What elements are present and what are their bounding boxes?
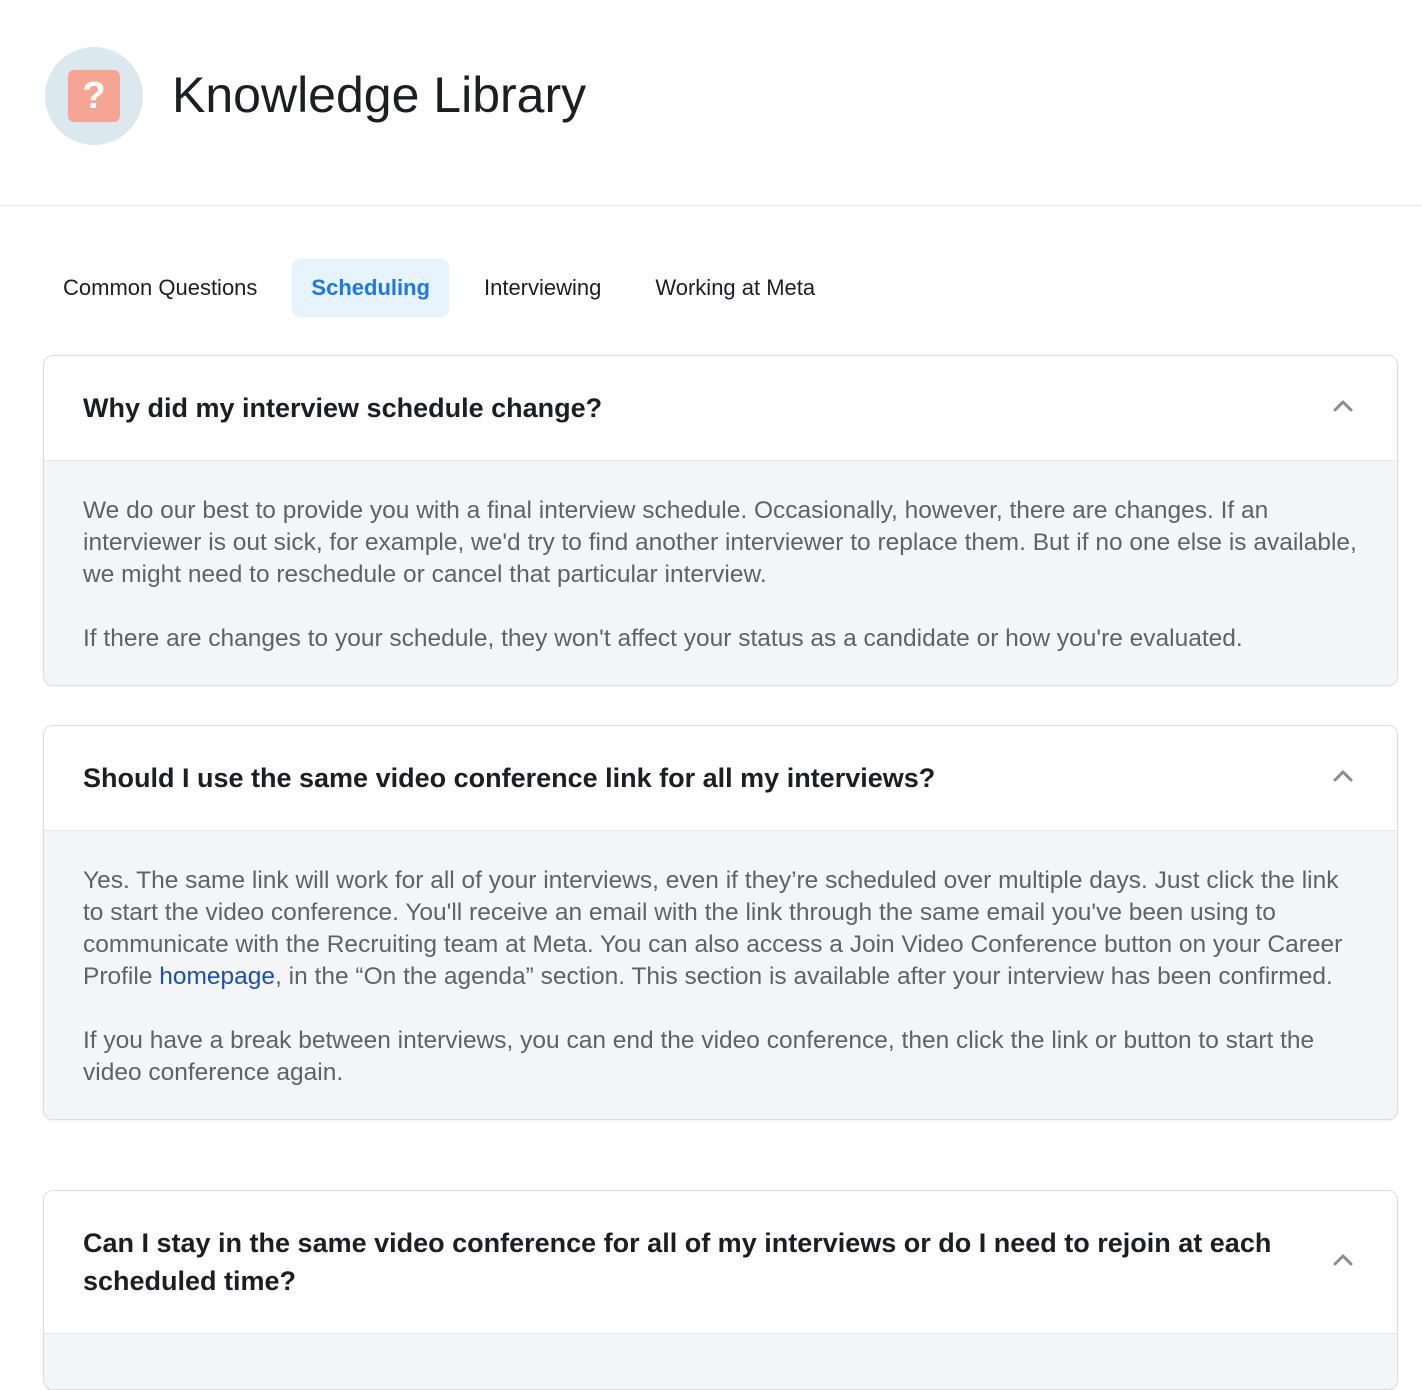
faq-answer-text: Yes. The same link will work for all of your interviews, even if they’re scheduled over multiple days. Just click the link to start the video conference. You'll receive an email with the link through the same email you've been using to communicate with the Recruiting team at Meta. You can also access a Join Video Conference button on your Career Profile [83,867,1343,990]
faq-answer-paragraph: We do our best to provide you with a final interview schedule. Occasionally, however, there are changes. If an interviewer is out sick, for example, we'd try to find another interviewer to replace them. But if no one else is available, we might need to reschedule or cancel that particular interview. [83,497,1357,588]
faq-question-header[interactable] [44,356,1397,461]
tab-scheduling[interactable]: Scheduling [292,259,449,317]
category-tabs [44,259,850,317]
tab-interviewing[interactable]: Interviewing [483,275,602,300]
chevron-up-icon[interactable] [1331,394,1355,418]
tab-common-questions[interactable]: Common Questions [63,275,258,300]
faq-item [43,355,1398,686]
faq-answer [44,1334,1397,1390]
faq-item [43,725,1398,1120]
faq-question: Should I use the same video conference link for all my interviews? [83,763,936,793]
chevron-up-icon[interactable] [1331,1248,1355,1272]
homepage-link[interactable]: homepage [159,963,276,990]
page-header [0,0,1422,206]
faq-question: Can I stay in the same video conference for all of my interviews or do I need to rejoin at each scheduled time? [83,1228,1272,1296]
logo [45,47,143,145]
faq-answer-paragraph: If there are changes to your schedule, they won't affect your status as a candidate or how you're evaluated. [83,625,1243,652]
page-title: Knowledge Library [172,67,587,123]
faq-answer [44,831,1397,1119]
faq-answer-text: , in the “On the agenda” section. This section is available after your interview has been confirmed. [275,963,1333,990]
chevron-up-icon[interactable] [1331,764,1355,788]
faq-question: Why did my interview schedule change? [83,393,603,423]
question-mark-icon: ? [68,70,120,122]
faq-question-header[interactable] [44,726,1397,831]
tab-working-at-meta[interactable]: Working at Meta [655,275,816,300]
faq-question-header[interactable] [44,1191,1397,1334]
faq-answer-paragraph: If you have a break between interviews, you can end the video conference, then click the link or button to start the video conference again. [83,1027,1315,1086]
faq-answer [44,461,1397,685]
faq-item [43,1190,1398,1390]
faq-answer-paragraph [83,865,1358,993]
